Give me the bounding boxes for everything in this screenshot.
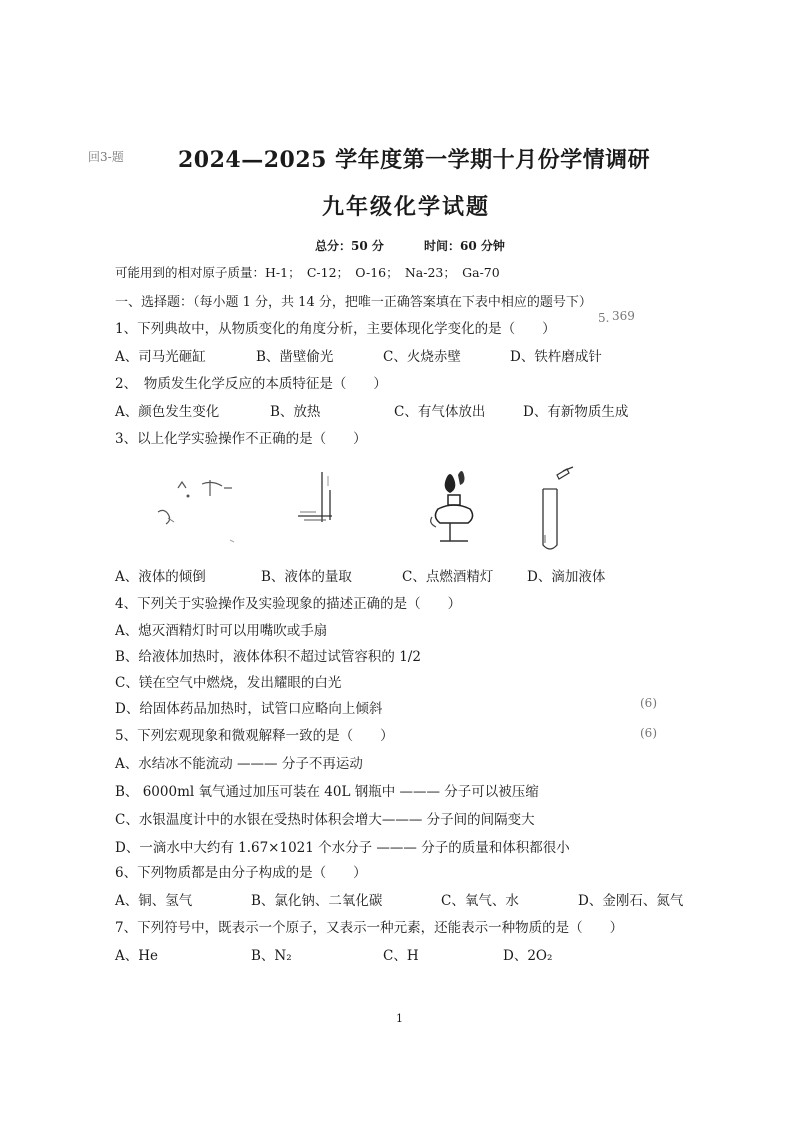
section-heading: 一、选择题：（每小题 1 分，共 14 分，把唯一正确答案填在下表中相应的题号下） <box>115 295 592 310</box>
question-4-option-c: C、镁在空气中燃烧，发出耀眼的白光 <box>115 675 342 691</box>
question-3-option-c: C、点燃酒精灯 <box>402 569 494 585</box>
question-2-option-b: B、放热 <box>270 404 321 420</box>
exam-subtitle: 九年级化学试题 <box>322 194 491 220</box>
question-3-option-b: B、液体的量取 <box>261 569 352 585</box>
question-7-option-d: D、2O₂ <box>503 948 553 964</box>
question-4-option-b: B、给液体加热时，液体体积不超过试管容积的 1/2 <box>115 649 421 665</box>
page-number: 1 <box>396 1012 403 1025</box>
question-3-option-a: A、液体的倾倒 <box>115 569 206 585</box>
alcohol-lamp-diagram <box>420 465 490 555</box>
question-2-option-d: D、有新物质生成 <box>523 404 629 420</box>
question-4-option-d: D、给固体药品加热时，试管口应略向上倾斜 <box>115 701 383 717</box>
question-6-stem: 6、下列物质都是由分子构成的是（ ） <box>115 865 367 881</box>
atomic-mass-line: 可能用到的相对原子质量：H-1； C-12； O-16； Na-23； Ga-70 <box>115 265 500 280</box>
question-6-option-a: A、铜、氢气 <box>115 893 193 909</box>
dropper-test-tube-diagram <box>535 465 585 555</box>
question-1-option-b: B、凿壁偷光 <box>256 349 334 365</box>
question-3-stem: 3、以上化学实验操作不正确的是（ ） <box>115 431 367 447</box>
total-score: 总分：50 分 <box>315 239 384 253</box>
margin-noise-3: (6) <box>640 696 657 710</box>
question-5-option-c: C、水银温度计中的水银在受热时体积会增大——— 分子间的间隔变大 <box>115 812 535 828</box>
question-5-option-b: B、 6000ml 氧气通过加压可装在 40L 钢瓶中 ——— 分子可以被压缩 <box>115 784 539 800</box>
question-7-stem: 7、下列符号中，既表示一个原子，又表示一种元素，还能表示一种物质的是（ ） <box>115 920 624 936</box>
question-6-option-c: C、氧气、水 <box>441 893 519 909</box>
question-7-option-c: C、H <box>383 948 419 964</box>
liquid-pouring-diagram <box>150 470 240 550</box>
question-5-stem: 5、下列宏观现象和微观解释一致的是（ ） <box>115 728 394 744</box>
margin-noise-2: 369 <box>612 309 635 323</box>
question-4-stem: 4、下列关于实验操作及实验现象的描述正确的是（ ） <box>115 596 462 612</box>
question-6-option-d: D、金刚石、氮气 <box>578 893 684 909</box>
question-7-option-b: B、N₂ <box>251 948 292 964</box>
question-4-option-a: A、熄灭酒精灯时可以用嘴吹或手扇 <box>115 623 328 639</box>
question-5-option-a: A、水结冰不能流动 ——— 分子不再运动 <box>115 756 363 772</box>
question-2-option-c: C、有气体放出 <box>394 404 486 420</box>
liquid-measuring-diagram <box>290 470 360 550</box>
margin-noise-1: 5. <box>598 311 610 325</box>
margin-note: 回3-题 <box>88 150 124 164</box>
question-1-option-c: C、火烧赤壁 <box>383 349 461 365</box>
margin-noise-4: (6) <box>640 726 657 740</box>
exam-time: 时间：60 分钟 <box>424 239 505 253</box>
question-2-option-a: A、颜色发生变化 <box>115 404 220 420</box>
question-1-option-d: D、铁杵磨成针 <box>510 349 602 365</box>
question-5-option-d: D、一滴水中大约有 1.67×1021 个水分子 ——— 分子的质量和体积都很小 <box>115 840 570 856</box>
exam-title: 2024—2025 学年度第一学期十月份学情调研 <box>178 147 651 173</box>
question-6-option-b: B、氯化钠、二氧化碳 <box>251 893 383 909</box>
question-3-option-d: D、滴加液体 <box>527 569 606 585</box>
question-7-option-a: A、He <box>115 948 159 964</box>
question-1-stem: 1、下列典故中，从物质变化的角度分析，主要体现化学变化的是（ ） <box>115 321 556 337</box>
question-1-option-a: A、司马光砸缸 <box>115 349 206 365</box>
question-2-stem: 2、 物质发生化学反应的本质特征是（ ） <box>115 376 387 392</box>
